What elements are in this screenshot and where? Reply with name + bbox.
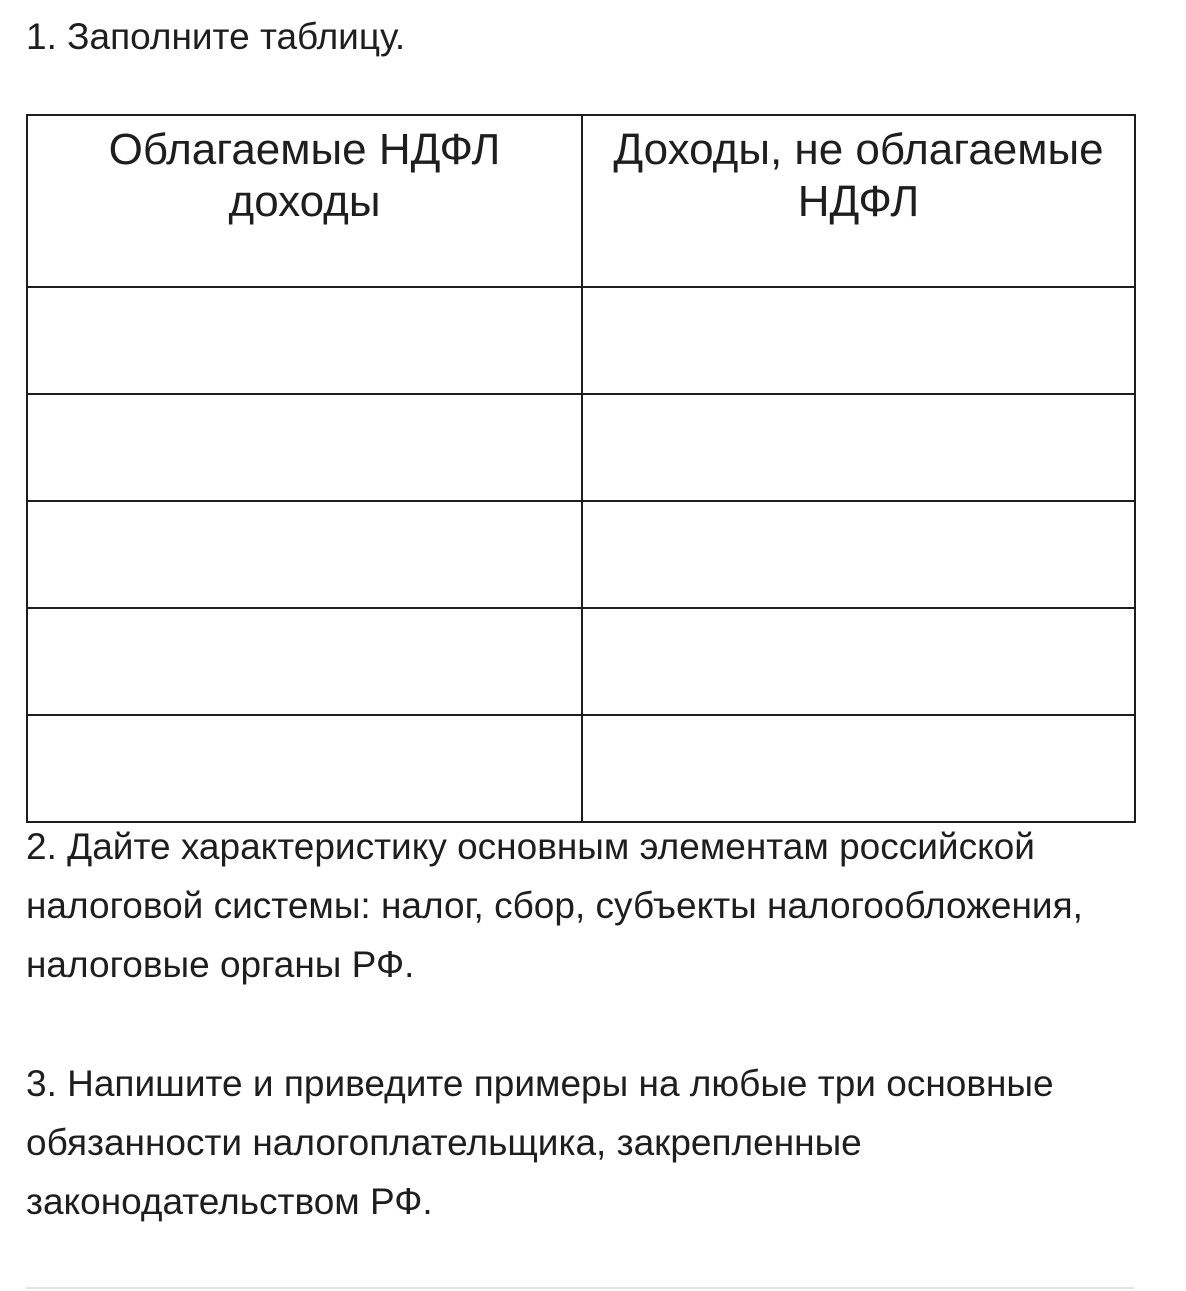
table-row [27, 394, 1135, 501]
header-non-taxable-income: Доходы, не облагаемые НДФЛ [582, 115, 1135, 287]
task-2-text: 2. Дайте характеристику основным элементам российской налоговой системы: налог, сбор, субъекты налогообложения, налоговые органы РФ. [26, 826, 1083, 985]
table-cell[interactable] [27, 608, 582, 715]
table-cell[interactable] [582, 608, 1135, 715]
table-cell[interactable] [582, 394, 1135, 501]
table-cell[interactable] [27, 501, 582, 608]
table-row [27, 287, 1135, 394]
table-header-row [27, 115, 1135, 287]
bottom-divider [26, 1287, 1134, 1289]
table-cell[interactable] [27, 715, 582, 822]
table-cell[interactable] [582, 287, 1135, 394]
table-cell[interactable] [27, 287, 582, 394]
income-table [26, 114, 1136, 823]
task-3-text: 3. Напишите и приведите примеры на любые три основные обязанности налогоплательщика, закрепленные законодательством РФ. [26, 1063, 1054, 1222]
table-row [27, 608, 1135, 715]
table-cell[interactable] [582, 501, 1135, 608]
table-row [27, 715, 1135, 822]
header-taxable-income: Облагаемые НДФЛ доходы [27, 115, 582, 287]
table-cell[interactable] [582, 715, 1135, 822]
table-cell[interactable] [27, 394, 582, 501]
table-row [27, 501, 1135, 608]
task-1-heading: 1. Заполните таблицу. [26, 16, 406, 57]
